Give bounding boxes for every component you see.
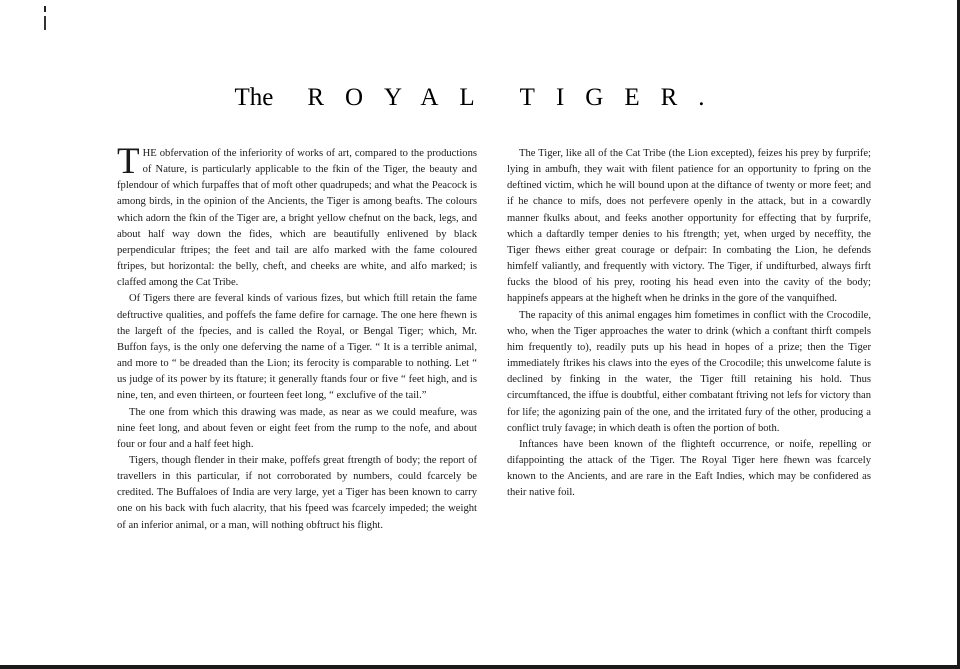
drop-cap: T — [117, 141, 140, 182]
paragraph: The rapacity of this animal engages him fometimes in conflict with the Crocodile, who, when the Tiger approaches the water to drink (which a conftant thirft compels him frequently to), readily puts up his head in hopes of a prize; then the Tiger immediately ftrikes his claws into the eyes of the Crocodile; this unwelcome falute is declined by finking in the water, the Tiger ftill retaining his hold. Thus circumftanced, the iffue is doubtful, either combatant ftriving not lefs for victory than for life; the agonizing pain of the one, and the irritated fury of the other, producing a conflict truly favage; in which death is often the portion of both. — [507, 309, 871, 434]
page-title — [0, 84, 960, 112]
paragraph-text: HE obfervation of the inferiority of works of art, compared to the productions of Nature, is particularly applicable to the fkin of the Tiger, the beauty and fplendour of which furpaffes that of moft other quadrupeds; and what the Peacock is among birds, in the opinion of the Ancients, the Tiger is among beafts. The colours which adorn the fkin of the Tiger are, a bright yellow chefnut on the back, legs, and about half way down the fides, which are beautifully enlivened by black perpendicular ftripes; the feet and tail are alfo marked with the fame coloured ftripes, but horizontal: the belly, cheft, and cheeks are white, and alfo marked; is claffed among the Cat Tribe. — [117, 148, 477, 289]
title-word-royal: ROYAL — [307, 84, 496, 111]
paragraph: Inftances have been known of the flighteft occurrence, or noife, repelling or difappointing the attack of the Tiger. The Royal Tiger here fhewn was fcarcely known to the Ancients, and are rare in the Eaft Indies, which may be confidered as their native foil. — [507, 438, 871, 499]
title-word-tiger: TIGER. — [519, 84, 726, 111]
paragraph: The Tiger, like all of the Cat Tribe (the Lion excepted), feizes his prey by furprife; lying in ambufh, they wait with filent patience for an opportunity to fpring on the deftined victim, which he will bound upon at the diftance of twenty or more feet; and if he chance to mifs, does not perfevere openly in the attack, but in a cowardly manner fkulks about, and feeks another opportunity for effecting that by furprife, which a daftardly temper denies to his ftrength; yet, when urged by neceffity, the Tiger fhews either great courage or defpair: In combating the Lion, he defends himfelf valiantly, and frequently with victory. The Tiger, if undifturbed, always firft fucks the blood of his prey, rooting his head even into the cavity of the body; happinefs appears at the higheft when he drinks in the gore of the vanquifhed. — [507, 148, 871, 305]
paragraph: The one from which this drawing was made, as near as we could meafure, was nine feet long, and about feven or eight feet from the rump to the nofe, and about four or four and a half feet high. — [117, 406, 477, 450]
margin-mark — [44, 16, 46, 30]
right-column — [507, 146, 871, 501]
margin-mark — [44, 6, 46, 12]
scan-edge-bottom — [0, 665, 960, 669]
paragraph: Tigers, though flender in their make, poffefs great ftrength of body; the report of travellers in this particular, if not corroborated by numbers, could fcarcely be credited. The Buffaloes of India are very large, yet a Tiger has been known to carry one on his back with fuch alacrity, that his fpeed was fcarcely impeded; the weight of an inferior animal, or a man, will nothing obftruct his flight. — [117, 454, 477, 531]
title-article: The — [234, 84, 274, 111]
paragraph: Of Tigers there are feveral kinds of various fizes, but which ftill retain the fame deftructive qualities, and poffefs the fame defire for carnage. The one here fhewn is the largeft of the fpecies, and is called the Royal, or Bengal Tiger; which, Mr. Buffon fays, is the only one deferving the name of a Tiger. “ It is a terrible animal, and more to “ be dreaded than the Lion; its ferocity is comparable to nothing. Let “ us judge of its power by its ftature; it generally ftands four or five “ feet high, and is nine, ten, and even thirteen, or fourteen feet long, “ exclufive of the tail.” — [117, 293, 477, 402]
paragraph — [117, 141, 477, 291]
left-column — [117, 141, 477, 534]
